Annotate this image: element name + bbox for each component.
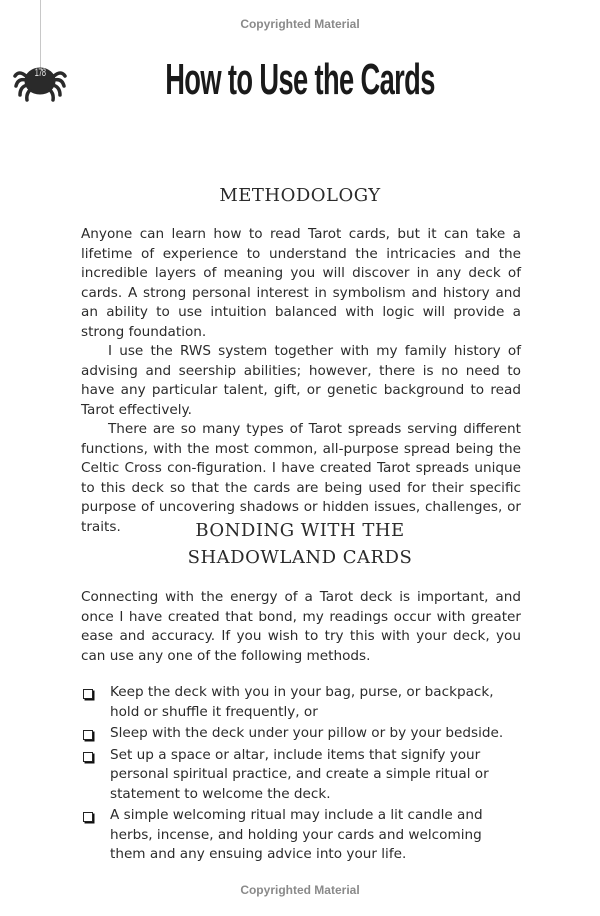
checkbox-icon (83, 812, 93, 822)
copyright-watermark-top: Copyrighted Material (240, 17, 360, 31)
list-item (81, 746, 521, 805)
section-heading-methodology: METHODOLOGY (219, 185, 381, 206)
bonding-body (81, 588, 521, 666)
checkbox-icon (83, 730, 93, 740)
list-item (81, 806, 521, 865)
bonding-methods-list (81, 683, 521, 867)
list-item-text: A simple welcoming ritual may include a lit candle and herbs, incense, and holding your cards and welcoming them and any ensuing advice into your life. (110, 807, 483, 862)
methodology-body (81, 225, 521, 537)
list-item-text: Set up a space or altar, include items that signify your personal spiritual practice, and create a simple ritual or statement to welcome the deck. (110, 746, 489, 802)
copyright-watermark-bottom: Copyrighted Material (240, 883, 360, 897)
checkbox-icon (83, 689, 93, 699)
list-item-text: Sleep with the deck under your pillow or by your bedside. (110, 725, 504, 741)
heading-line: BONDING WITH THE (195, 520, 405, 541)
page-number: 178 (34, 67, 46, 79)
section-heading-bonding (0, 517, 600, 571)
paragraph: Anyone can learn how to read Tarot cards, but it can take a lifetime of experience to understand the intricacies and the incredible layers of meaning you will discover in any deck of cards. A strong personal interest in symbolism and history and an ability to use intuition balanced with logic will provide a strong foundation. (81, 226, 521, 340)
heading-line: SHADOWLAND CARDS (187, 547, 413, 568)
checkbox-icon (83, 752, 93, 762)
chapter-title: How to Use the Cards (165, 55, 435, 104)
paragraph: There are so many types of Tarot spreads serving different functions, with the most common, all-purpose spread being the Celtic Cross con-figuration. I have created Tarot spreads unique to this deck so that the cards are being used for their specific purpose of uncovering shadows or hidden issues, challenges, or traits. (81, 421, 521, 535)
spider-thread (40, 0, 41, 70)
list-item-text: Keep the deck with you in your bag, purse, or backpack, hold or shuffle it frequently, or (110, 684, 494, 720)
list-item (81, 724, 521, 744)
paragraph: I use the RWS system together with my family history of advising and seership abilities; however, there is no need to have any particular talent, gift, or genetic background to read Tarot effectively. (81, 343, 521, 418)
list-item (81, 683, 521, 722)
paragraph: Connecting with the energy of a Tarot deck is important, and once I have created that bond, my readings occur with greater ease and accuracy. If you wish to try this with your deck, you can use any one of the following methods. (81, 589, 521, 664)
